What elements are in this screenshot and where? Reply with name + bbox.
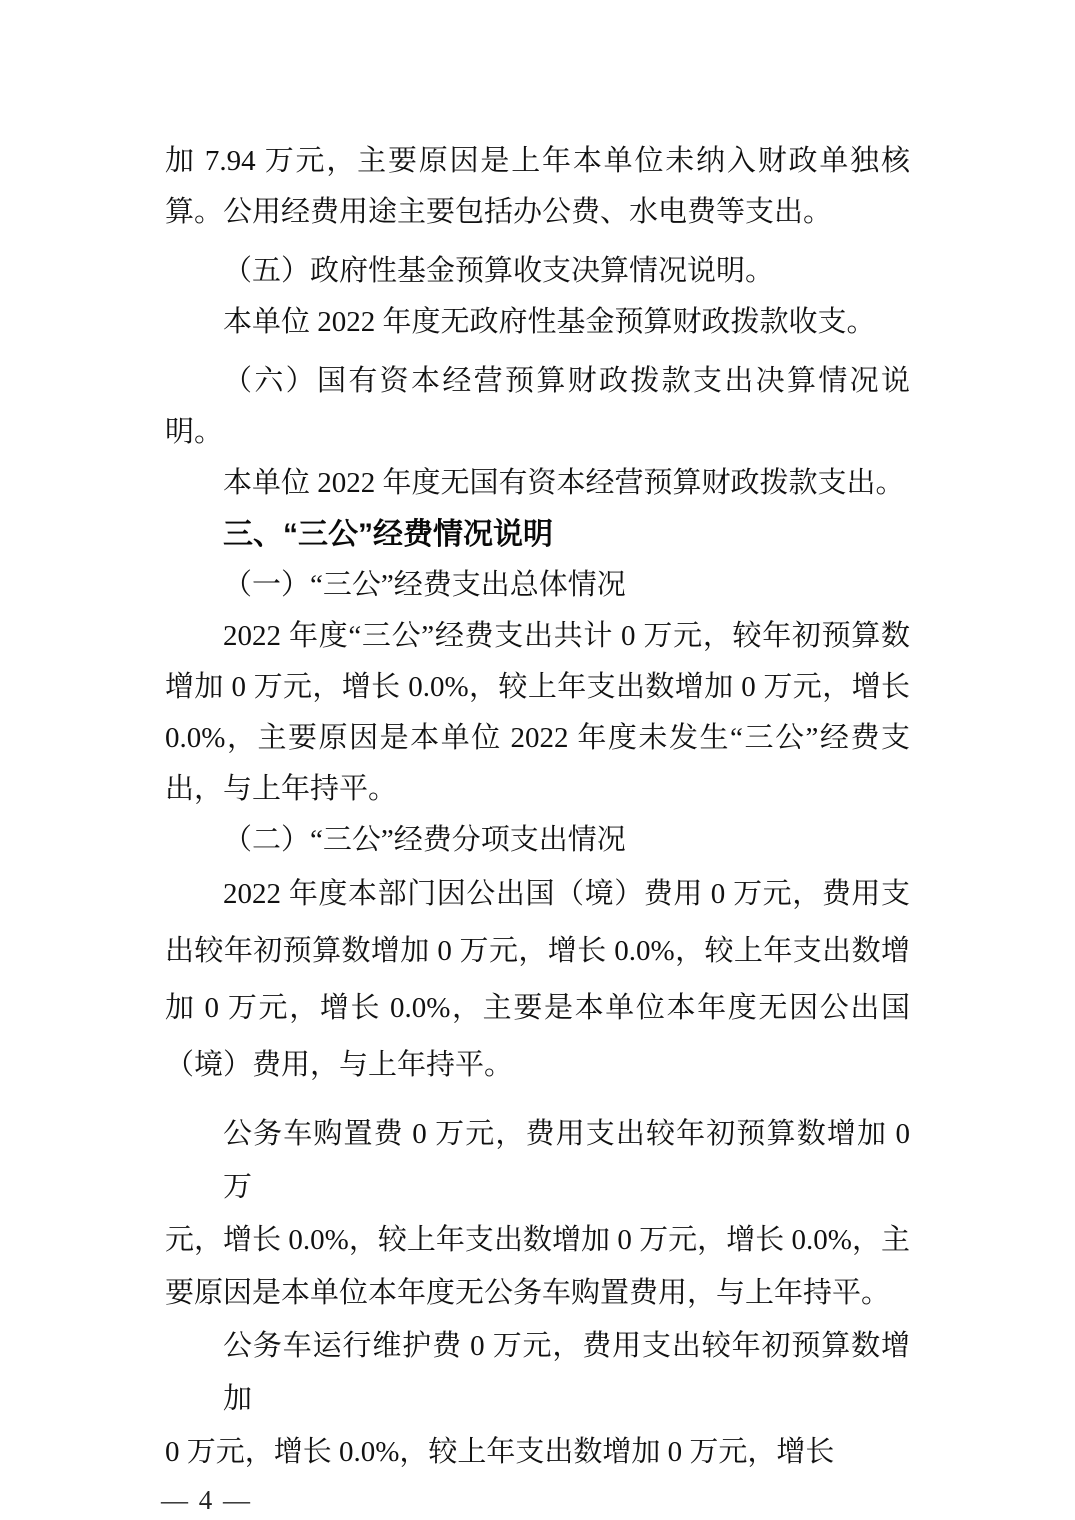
body-line: 公务车运行维护费 0 万元，费用支出较年初预算数增加 xyxy=(223,1330,910,1415)
subsection-heading-one: （一）“三公”经费支出总体情况 xyxy=(223,569,626,601)
body-line: 加 0 万元，增长 0.0%，主要是本单位本年度无因公出国 xyxy=(165,992,910,1024)
body-line: 本单位 2022 年度无政府性基金预算财政拨款收支。 xyxy=(223,306,876,338)
body-line: 2022 年度“三公”经费支出共计 0 万元，较年初预算数 xyxy=(223,620,910,652)
body-line: 公务车购置费 0 万元，费用支出较年初预算数增加 0 万 xyxy=(223,1118,910,1203)
body-line: 出，与上年持平。 xyxy=(165,773,398,805)
body-line: 2022 年度本部门因公出国（境）费用 0 万元，费用支 xyxy=(223,878,910,910)
body-line: 0.0%，主要原因是本单位 2022 年度未发生“三公”经费支 xyxy=(165,722,910,754)
body-line: 本单位 2022 年度无国有资本经营预算财政拨款支出。 xyxy=(223,467,905,499)
section-heading-sangong: 三、“三公”经费情况说明 xyxy=(223,518,553,551)
subsection-heading-two: （二）“三公”经费分项支出情况 xyxy=(223,824,626,856)
body-line: 明。 xyxy=(165,416,224,448)
page-number: — 4 — xyxy=(161,1485,252,1515)
body-line: 增加 0 万元，增长 0.0%，较上年支出数增加 0 万元，增长 xyxy=(165,671,910,703)
body-line: 0 万元，增长 0.0%，较上年支出数增加 0 万元，增长 xyxy=(165,1436,835,1468)
body-line: 要原因是本单位本年度无公务车购置费用，与上年持平。 xyxy=(165,1277,891,1309)
subsection-heading-six: （六）国有资本经营预算财政拨款支出决算情况说 xyxy=(223,365,910,397)
subsection-heading-five: （五）政府性基金预算收支决算情况说明。 xyxy=(223,255,775,287)
body-line: 加 7.94 万元，主要原因是上年本单位未纳入财政单独核 xyxy=(165,145,910,177)
body-line: 元，增长 0.0%，较上年支出数增加 0 万元，增长 0.0%，主 xyxy=(165,1224,910,1256)
body-line: （境）费用，与上年持平。 xyxy=(165,1049,514,1081)
body-line: 算。公用经费用途主要包括办公费、水电费等支出。 xyxy=(165,196,833,228)
body-line: 出较年初预算数增加 0 万元，增长 0.0%，较上年支出数增 xyxy=(165,935,910,967)
